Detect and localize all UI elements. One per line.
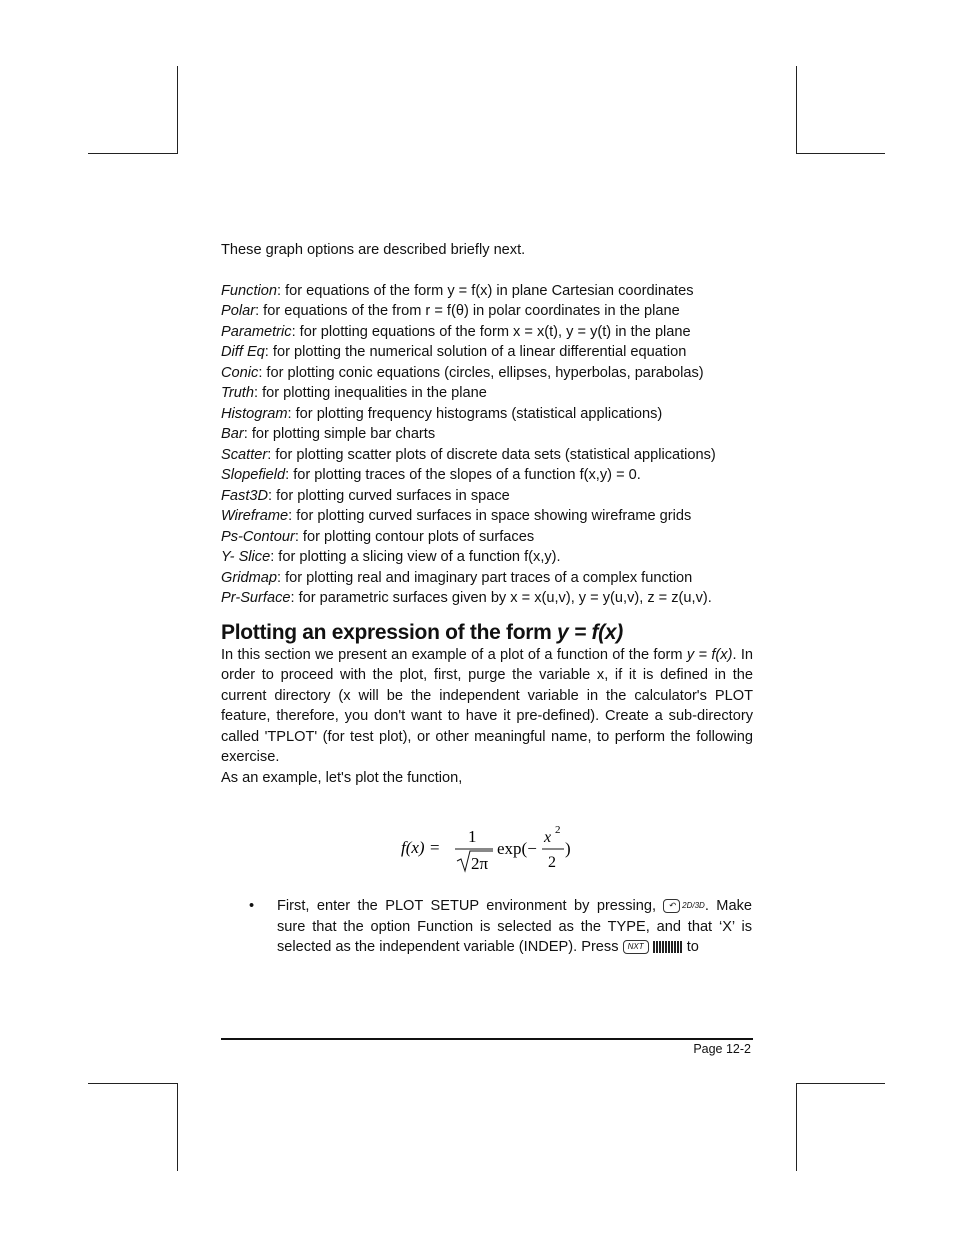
crop-mark <box>796 1083 797 1171</box>
formula-frac-num: x <box>544 829 552 846</box>
bullet-text-part: First, enter the PLOT SETUP environment by pressing, <box>277 898 664 915</box>
bullet-text-part: to <box>682 939 699 956</box>
graph-option <box>221 588 753 609</box>
crop-mark <box>177 1083 178 1171</box>
bullet-text-part: . Make sure that the option Function is selected as the TYPE, and that ‘X’ is selected as the independent variable (INDEP). Press <box>277 898 752 956</box>
graph-option <box>221 568 753 589</box>
option-name: Parametric <box>221 323 292 340</box>
option-name: Gridmap <box>221 569 277 586</box>
option-name: Y- Slice <box>221 549 271 565</box>
key-label: 2D/3D <box>682 901 705 910</box>
formula-exponent: 2 <box>555 824 561 836</box>
option-desc: : for plotting frequency histograms (statistical applications) <box>287 405 663 422</box>
option-name: Bar <box>221 426 244 442</box>
option-desc: : for plotting inequalities in the plane <box>253 385 487 401</box>
option-name: Fast3D <box>221 487 269 504</box>
option-desc: : for plotting curved surfaces in space <box>268 487 510 504</box>
crop-mark <box>796 1083 885 1084</box>
intro-text: These graph options are described briefly next. <box>221 242 526 258</box>
page-body <box>221 240 753 788</box>
graph-option <box>221 322 753 343</box>
option-name: Truth <box>221 385 254 401</box>
option-name: Ps-Contour <box>221 528 295 545</box>
option-desc: : for plotting the numerical solution of a linear differential equation <box>264 344 687 360</box>
bullet-item <box>249 896 752 958</box>
formula <box>401 823 591 888</box>
paragraph-text: In this section we present an example of a plot of a function of the form <box>221 646 687 663</box>
crop-mark <box>88 153 177 154</box>
graph-option <box>221 342 753 363</box>
graph-option <box>221 404 753 425</box>
option-desc: : for plotting curved surfaces in space showing wireframe grids <box>288 508 692 524</box>
formula-lhs: f(x) = <box>401 838 441 857</box>
graph-option <box>221 465 753 486</box>
option-desc: : for plotting equations of the form x = x(t), y = y(t) in the plane <box>291 323 691 340</box>
graph-option <box>221 547 753 568</box>
footer-rule <box>221 1038 753 1040</box>
formula-graphic <box>401 823 591 883</box>
formula-numerator: 1 <box>468 827 477 846</box>
formula-frac-den: 2 <box>548 854 556 871</box>
option-name: Function <box>221 282 277 299</box>
paragraph-italic: y = f(x) <box>686 646 733 663</box>
section-heading <box>221 621 753 645</box>
menu-key-icon <box>653 941 683 953</box>
page-number: Page 12-2 <box>693 1042 751 1056</box>
option-name: Scatter <box>221 446 268 463</box>
option-name: Wireframe <box>221 508 289 524</box>
crop-mark <box>796 66 797 154</box>
graph-option <box>221 445 753 466</box>
option-name: Polar <box>221 303 256 319</box>
formula-func: exp(− <box>497 839 537 858</box>
example-line: As an example, let's plot the function, <box>221 769 463 786</box>
left-shift-key-icon: ↶ <box>663 899 680 913</box>
paragraph-text-cont: . In order to proceed with the plot, first, purge the variable x, if it is defined in the current directory (x will be the independent variable in the calculator's PLOT feature, therefore, you don't want to have it pre-defined). Create a sub-directory called 'TPLOT' (for test plot), or other meaningful name, to perform the following exercise. <box>221 646 754 765</box>
bullet-symbol: • <box>249 898 255 914</box>
option-desc: : for parametric surfaces given by x = x(u,v), y = y(u,v), z = z(u,v). <box>290 590 712 606</box>
heading-text: Plotting an expression of the form <box>221 620 558 644</box>
crop-mark <box>177 66 178 154</box>
option-desc: : for plotting real and imaginary part traces of a complex function <box>276 569 693 586</box>
graph-option <box>221 424 753 445</box>
graph-option <box>221 486 753 507</box>
option-desc: : for plotting traces of the slopes of a function f(x,y) = 0. <box>285 467 641 483</box>
option-name: Diff Eq <box>221 344 265 360</box>
option-name: Pr-Surface <box>221 590 291 606</box>
option-name: Slopefield <box>221 467 286 483</box>
section-paragraph <box>221 645 753 768</box>
graph-option <box>221 527 753 548</box>
graph-options-list <box>221 281 753 609</box>
heading-italic: y = f(x) <box>557 620 623 644</box>
nxt-key-icon: NXT <box>623 940 649 954</box>
option-desc: : for plotting conic equations (circles, ellipses, hyperbolas, parabolas) <box>258 364 704 381</box>
graph-option <box>221 383 753 404</box>
graph-option <box>221 363 753 384</box>
option-name: Conic <box>221 364 259 381</box>
option-desc: : for plotting simple bar charts <box>243 426 436 442</box>
option-desc: : for plotting a slicing view of a function f(x,y). <box>270 549 561 565</box>
option-desc: : for equations of the from r = f(θ) in polar coordinates in the plane <box>255 303 680 319</box>
crop-mark <box>796 153 885 154</box>
graph-option <box>221 301 753 322</box>
formula-close: ) <box>565 839 571 858</box>
bullet-text <box>277 896 752 958</box>
option-desc: : for plotting scatter plots of discrete data sets (statistical applications) <box>267 446 716 463</box>
option-name: Histogram <box>221 405 288 422</box>
graph-option <box>221 281 753 302</box>
option-desc: : for plotting contour plots of surfaces <box>294 528 535 545</box>
graph-option <box>221 506 753 527</box>
formula-denominator: 2π <box>471 854 489 873</box>
option-desc: : for equations of the form y = f(x) in plane Cartesian coordinates <box>276 282 694 299</box>
crop-mark <box>88 1083 177 1084</box>
